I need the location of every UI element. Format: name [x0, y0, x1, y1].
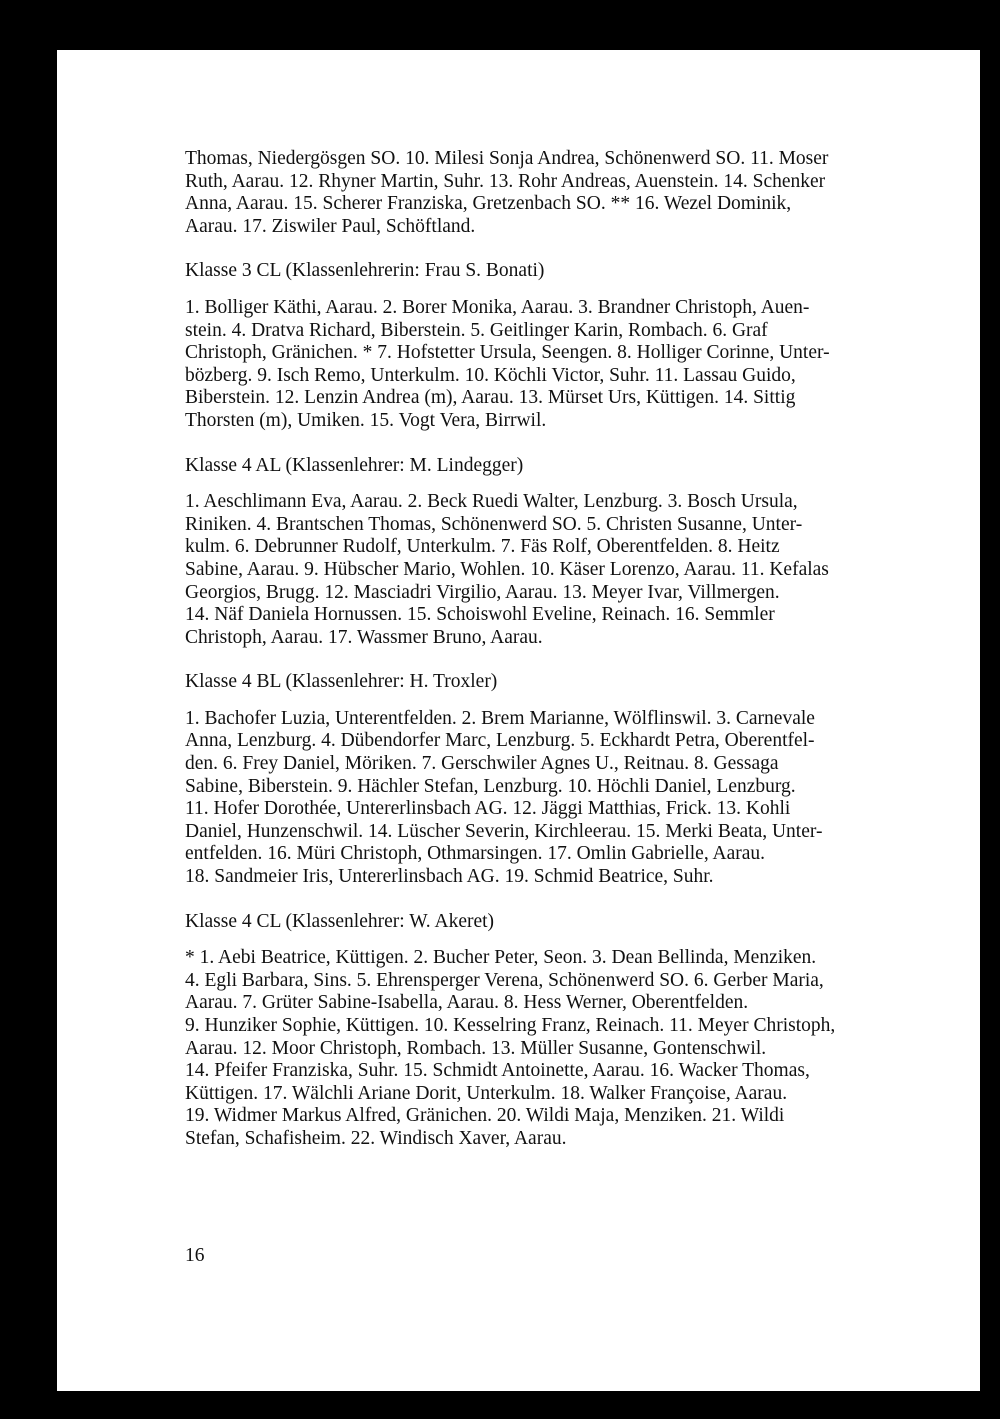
- text-line: Anna, Aarau. 15. Scherer Franziska, Gretzenbach SO. ** 16. Wezel Dominik,: [185, 193, 792, 215]
- page-content: [185, 148, 900, 1151]
- class-section-3cl: [185, 260, 900, 432]
- text-line: Thorsten (m), Umiken. 15. Vogt Vera, Birrwil.: [185, 409, 547, 431]
- text-line: kulm. 6. Debrunner Rudolf, Unterkulm. 7. Fäs Rolf, Oberentfelden. 8. Heitz: [185, 536, 780, 558]
- text-line: Stefan, Schafisheim. 22. Windisch Xaver, Aarau.: [185, 1127, 567, 1149]
- class-section-4cl: [185, 911, 900, 1151]
- text-line: Aarau. 7. Grüter Sabine-Isabella, Aarau. 8. Hess Werner, Oberentfelden.: [185, 992, 749, 1014]
- text-line: * 1. Aebi Beatrice, Küttigen. 2. Bucher Peter, Seon. 3. Dean Bellinda, Menziken.: [185, 947, 817, 969]
- class-section-4al: [185, 455, 900, 650]
- section-heading: Klasse 3 CL (Klassenlehrerin: Frau S. Bonati): [185, 260, 545, 282]
- section-heading: Klasse 4 AL (Klassenlehrer: M. Lindegger): [185, 454, 524, 476]
- section-heading: Klasse 4 BL (Klassenlehrer: H. Troxler): [185, 671, 498, 693]
- student-list: [185, 708, 900, 889]
- text-line: 11. Hofer Dorothée, Untererlinsbach AG. 12. Jäggi Matthias, Frick. 13. Kohli: [185, 798, 791, 820]
- text-line: Riniken. 4. Brantschen Thomas, Schönenwerd SO. 5. Christen Susanne, Unter-: [185, 513, 803, 535]
- text-line: bözberg. 9. Isch Remo, Unterkulm. 10. Köchli Victor, Suhr. 11. Lassau Guido,: [185, 364, 796, 386]
- text-line: 18. Sandmeier Iris, Untererlinsbach AG. 19. Schmid Beatrice, Suhr.: [185, 866, 714, 888]
- text-line: stein. 4. Dratva Richard, Biberstein. 5. Geitlinger Karin, Rombach. 6. Graf: [185, 319, 768, 341]
- student-list: [185, 297, 900, 433]
- section-heading: Klasse 4 CL (Klassenlehrer: W. Akeret): [185, 910, 495, 932]
- text-line: Sabine, Aarau. 9. Hübscher Mario, Wohlen. 10. Käser Lorenzo, Aarau. 11. Kefalas: [185, 558, 829, 580]
- text-line: 9. Hunziker Sophie, Küttigen. 10. Kesselring Franz, Reinach. 11. Meyer Christoph,: [185, 1015, 836, 1036]
- text-line: entfelden. 16. Müri Christoph, Othmarsingen. 17. Omlin Gabrielle, Aarau.: [185, 843, 766, 865]
- text-line: Anna, Lenzburg. 4. Dübendorfer Marc, Lenzburg. 5. Eckhardt Petra, Oberentfel-: [185, 730, 815, 752]
- text-line: den. 6. Frey Daniel, Möriken. 7. Gerschwiler Agnes U., Reitnau. 8. Gessaga: [185, 753, 779, 775]
- text-line: 1. Bolliger Käthi, Aarau. 2. Borer Monika, Aarau. 3. Brandner Christoph, Auen-: [185, 296, 810, 318]
- text-line: Aarau. 17. Ziswiler Paul, Schöftland.: [185, 215, 476, 237]
- document-page: [57, 50, 980, 1391]
- student-list: [185, 947, 900, 1150]
- text-line: 14. Pfeifer Franziska, Suhr. 15. Schmidt Antoinette, Aarau. 16. Wacker Thomas,: [185, 1060, 810, 1082]
- student-list: [185, 491, 900, 649]
- text-line: 1. Bachofer Luzia, Unterentfelden. 2. Brem Marianne, Wölflinswil. 3. Carnevale: [185, 707, 815, 729]
- text-line: Georgios, Brugg. 12. Masciadri Virgilio, Aarau. 13. Meyer Ivar, Villmergen.: [185, 581, 780, 603]
- text-line: 4. Egli Barbara, Sins. 5. Ehrensperger Verena, Schönenwerd SO. 6. Gerber Maria,: [185, 969, 824, 991]
- text-line: Sabine, Biberstein. 9. Hächler Stefan, Lenzburg. 10. Höchli Daniel, Lenzburg.: [185, 775, 796, 797]
- intro-paragraph: [185, 148, 900, 238]
- page-number: 16: [185, 1245, 205, 1266]
- text-line: 14. Näf Daniela Hornussen. 15. Schoiswohl Eveline, Reinach. 16. Semmler: [185, 604, 775, 626]
- text-line: 1. Aeschlimann Eva, Aarau. 2. Beck Ruedi Walter, Lenzburg. 3. Bosch Ursula,: [185, 491, 798, 513]
- text-line: 19. Widmer Markus Alfred, Gränichen. 20. Wildi Maja, Menziken. 21. Wildi: [185, 1105, 785, 1127]
- text-line: Küttigen. 17. Wälchli Ariane Dorit, Unterkulm. 18. Walker Françoise, Aarau.: [185, 1082, 788, 1104]
- text-line: Christoph, Gränichen. * 7. Hofstetter Ursula, Seengen. 8. Holliger Corinne, Unter-: [185, 342, 830, 364]
- text-line: Aarau. 12. Moor Christoph, Rombach. 13. Müller Susanne, Gontenschwil.: [185, 1037, 767, 1059]
- text-line: Biberstein. 12. Lenzin Andrea (m), Aarau. 13. Mürset Urs, Küttigen. 14. Sittig: [185, 387, 796, 409]
- text-line: Thomas, Niedergösgen SO. 10. Milesi Sonja Andrea, Schönenwerd SO. 11. Moser: [185, 148, 829, 169]
- text-line: Christoph, Aarau. 17. Wassmer Bruno, Aarau.: [185, 626, 543, 648]
- text-line: Daniel, Hunzenschwil. 14. Lüscher Severin, Kirchleerau. 15. Merki Beata, Unter-: [185, 820, 823, 842]
- class-section-4bl: [185, 671, 900, 888]
- text-line: Ruth, Aarau. 12. Rhyner Martin, Suhr. 13. Rohr Andreas, Auenstein. 14. Schenker: [185, 170, 826, 192]
